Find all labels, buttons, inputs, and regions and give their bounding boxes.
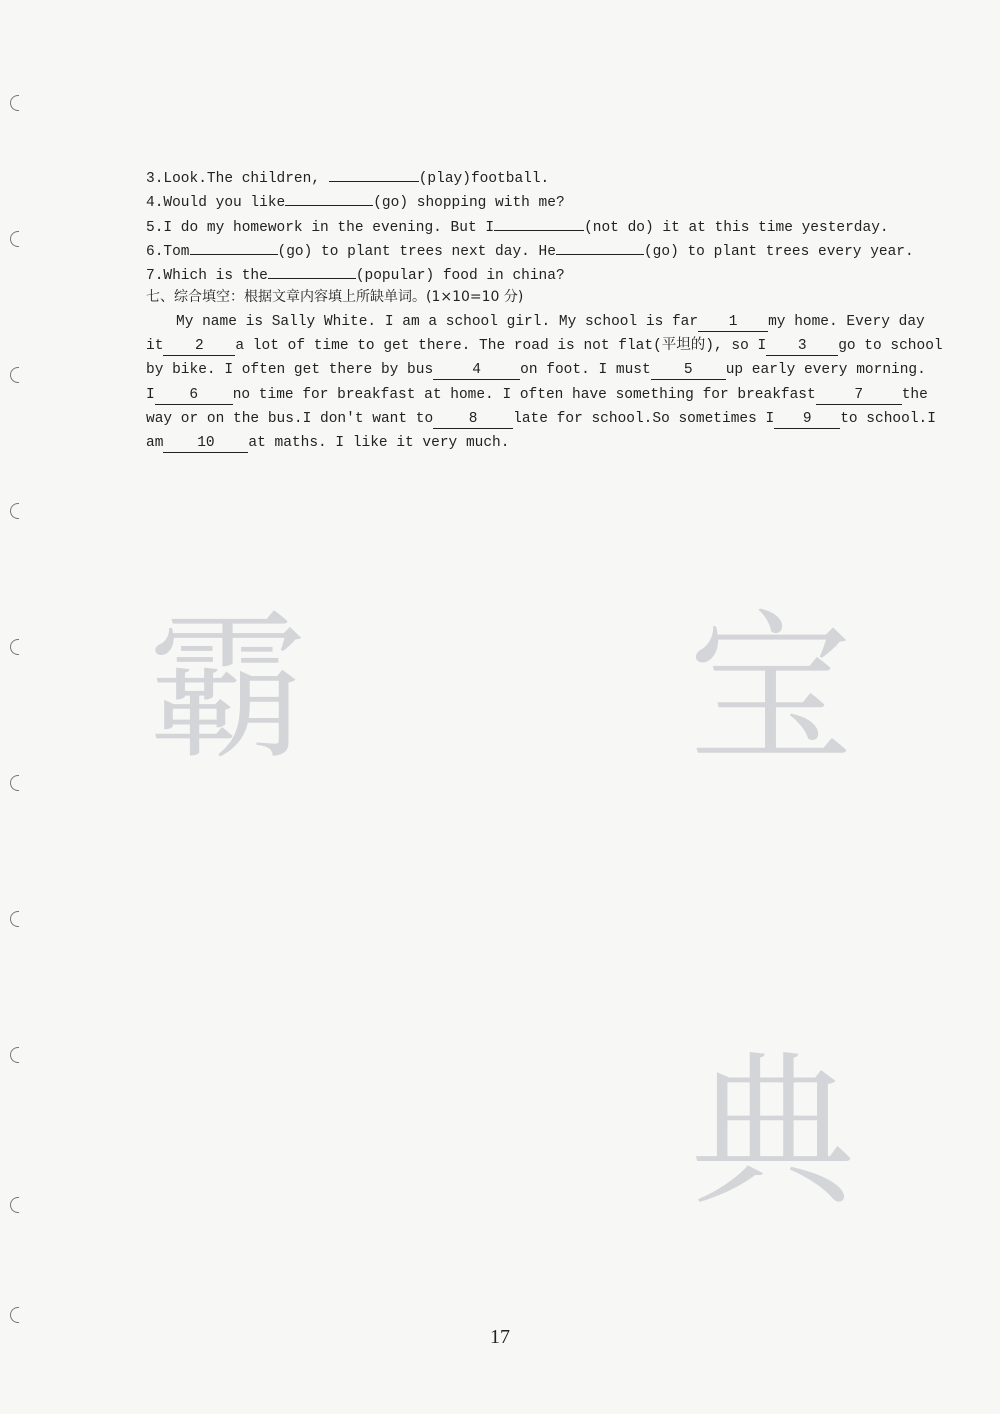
question-hint: (not do) it at this time yesterday.: [584, 219, 889, 236]
binding-hole: [10, 639, 19, 655]
watermark-ba: 霸: [148, 594, 309, 781]
passage-text: my home. Every day: [768, 313, 925, 330]
answer-blank[interactable]: [190, 237, 278, 255]
exercise-content: [146, 164, 943, 456]
cloze-blank-2[interactable]: 2: [163, 338, 235, 356]
cloze-blank-6[interactable]: 6: [155, 387, 233, 405]
question-6: [146, 237, 914, 261]
binding-hole: [10, 95, 19, 111]
question-hint: (go) to plant trees every year.: [643, 243, 914, 260]
cloze-blank-7[interactable]: 7: [816, 387, 902, 405]
binding-hole: [10, 911, 19, 927]
answer-blank[interactable]: [556, 237, 644, 255]
cloze-blank-3[interactable]: 3: [766, 338, 838, 356]
watermark-bao: 宝: [688, 594, 853, 786]
cloze-blank-5[interactable]: 5: [651, 362, 726, 380]
cloze-blank-4[interactable]: 4: [433, 362, 520, 380]
question-text: 4.Would you like: [146, 195, 286, 212]
passage-text: to school.I: [840, 410, 936, 427]
binding-hole: [10, 231, 19, 247]
passage-line: [146, 310, 925, 334]
passage-text: I: [146, 386, 155, 403]
answer-blank[interactable]: [494, 213, 584, 231]
passage-line: [146, 407, 936, 431]
passage-text: late for school.So sometimes I: [513, 410, 775, 427]
passage-text: at maths. I like it very much.: [248, 435, 510, 452]
question-text: 6.Tom: [146, 243, 190, 260]
question-hint: (popular) food in china?: [355, 268, 565, 285]
answer-blank[interactable]: [268, 261, 356, 279]
question-7: [146, 261, 886, 285]
question-hint: (play)football.: [418, 171, 550, 187]
passage-text: no time for breakfast at home. I often have something for breakfast: [232, 386, 816, 403]
binding-hole: [10, 1047, 19, 1063]
binding-hole: [10, 1307, 19, 1323]
passage-text: way or on the bus.I don't want to: [146, 410, 434, 427]
passage-text: am: [146, 435, 164, 452]
passage-text: up early every morning.: [725, 362, 926, 379]
cloze-blank-9[interactable]: 9: [774, 411, 840, 429]
passage-text: on foot. I must: [520, 362, 651, 379]
passage-text: go to school: [838, 338, 943, 355]
watermark-dian: 典: [690, 1036, 855, 1228]
cloze-blank-1[interactable]: 1: [698, 314, 768, 332]
passage-line: [146, 358, 926, 382]
page-number: 17: [490, 1326, 510, 1348]
cloze-blank-8[interactable]: 8: [433, 411, 513, 429]
question-5: [146, 213, 889, 237]
passage-line: [146, 383, 928, 407]
passage-text: it: [146, 338, 164, 355]
binding-hole: [10, 503, 19, 519]
passage-text: the: [901, 386, 928, 403]
passage-line: [146, 334, 943, 358]
question-hint: (go) to plant trees next day. He: [277, 243, 556, 260]
question-text: 3.Look.The children,: [146, 171, 329, 187]
section-7-title: 七、综合填空：根据文章内容填上所缺单词。(1×10=10 分): [146, 289, 524, 306]
question-hint: (go) shopping with me?: [373, 195, 565, 212]
binding-hole: [10, 367, 19, 383]
binding-hole: [10, 1197, 19, 1213]
passage-text: a lot of time to get there. The road is not flat(平坦的), so I: [235, 338, 767, 355]
cloze-blank-10[interactable]: 10: [163, 435, 248, 453]
passage-text: by bike. I often get there by bus: [146, 362, 434, 379]
cloze-passage: [146, 310, 943, 456]
question-3: [146, 164, 886, 188]
question-text: 7.Which is the: [146, 268, 268, 285]
passage-line: [146, 431, 886, 455]
question-4: [146, 188, 886, 212]
answer-blank[interactable]: [329, 164, 419, 182]
binding-hole: [10, 775, 19, 791]
answer-blank[interactable]: [285, 188, 373, 206]
passage-text: My name is Sally White. I am a school girl. My school is far: [176, 313, 699, 330]
question-text: 5.I do my homework in the evening. But I: [146, 219, 495, 236]
